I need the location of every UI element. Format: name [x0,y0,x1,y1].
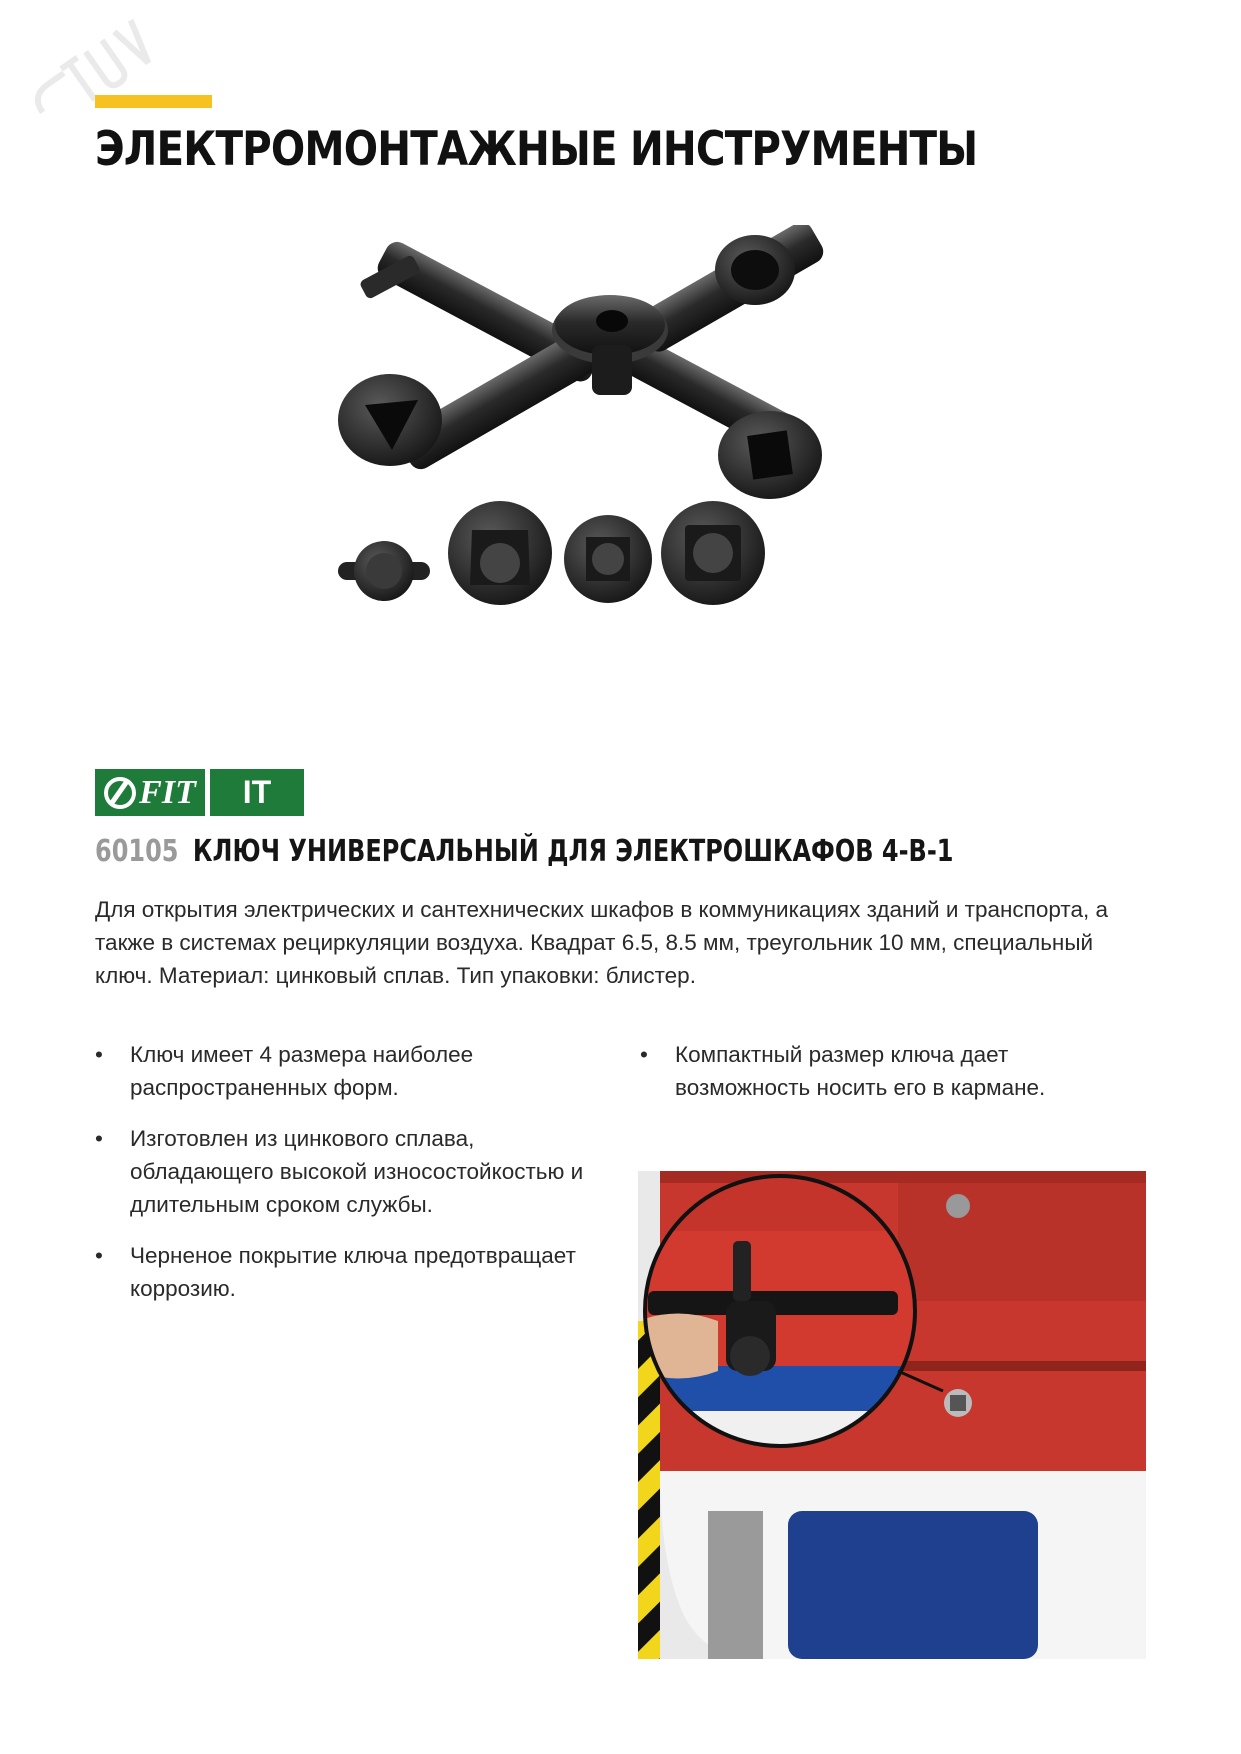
feature-text: Ключ имеет 4 размера наиболее распространенных форм. [130,1042,474,1100]
product-image-key [330,225,890,685]
feature-item [640,1038,1140,1104]
fit-logo [95,769,205,816]
feature-item [95,1122,595,1221]
feature-text: Изготовлен из цинкового сплава, обладающего высокой износостойкостью и длительным сроком службы. [130,1126,584,1217]
bullet-icon: • [95,1243,103,1268]
brand-logo [95,769,304,816]
product-description: Для открытия электрических и сантехнических шкафов в коммуникациях зданий и транспорта, а также в системах рециркуляции воздуха. Квадрат 6.5, 8.5 мм, треугольник 10 мм, специальный ключ. Материал: цинковый сплав. Тип упаковки: блистер. [95,897,1108,988]
fit-logo-text: FIT [139,773,196,811]
product-name: КЛЮЧ УНИВЕРСАЛЬНЫЙ ДЛЯ ЭЛЕКТРОШКАФОВ 4-В-1 [192,834,954,869]
bullet-icon: • [95,1126,103,1151]
watermark-logo [8,6,178,136]
sub-brand-badge: IT [210,769,304,816]
feature-list-right [640,1038,1140,1122]
feature-item [95,1239,595,1305]
bullet-icon: • [95,1042,103,1067]
bullet-icon: • [640,1042,648,1067]
tip-profiles [338,501,765,605]
section-title: ЭЛЕКТРОМОНТАЖНЫЕ ИНСТРУМЕНТЫ [95,122,978,177]
product-code: 60105 [95,834,179,869]
feature-list-left [95,1038,595,1323]
usage-photo [638,1171,1146,1659]
accent-bar [95,95,212,108]
feature-item [95,1038,595,1104]
feature-text: Компактный размер ключа дает возможность носить его в кармане. [675,1042,1046,1100]
fit-logo-mark-icon [104,777,136,809]
feature-text: Черненое покрытие ключа предотвращает коррозию. [130,1243,576,1301]
product-heading [95,834,954,869]
